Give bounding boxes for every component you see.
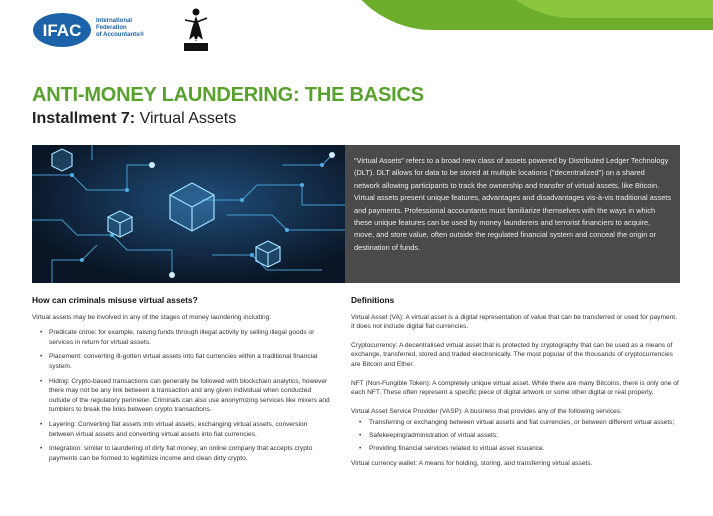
blockchain-network-image	[32, 145, 345, 283]
misuse-heading: How can criminals misuse virtual assets?	[32, 295, 198, 305]
misuse-intro: Virtual assets may be involved in any of the stages of money laundering including:	[32, 313, 272, 321]
list-item: • Providing financial services related to virtual asset issuance.	[359, 444, 681, 454]
definition-vasp: Virtual Asset Service Provider (VASP): A business that provides any of the following services:	[351, 407, 622, 415]
definition-virtual-asset: Virtual Asset (VA): A virtual asset is a digital representation of value that can be transferred or used for payment. It does not include digital fiat currencies.	[351, 313, 677, 331]
list-item: • Integration: similar to laundering of dirty fiat money, an online company that accepts crypto payments can be formed to legitimize income and clean dirty crypto.	[40, 444, 332, 463]
definitions-heading: Definitions	[351, 295, 395, 305]
icaew-crest-icon	[181, 6, 211, 52]
definition-nft: NFT (Non-Fungible Token): A completely unique virtual asset. While there are many Bitcoins, there is only one of each NFT. These often represent a specific piece of digital artwork or some other digital or real property.	[351, 379, 679, 397]
installment-label: Installment 7:	[32, 110, 136, 127]
header-green-swoosh	[353, 0, 713, 30]
definition-wallet: Virtual currency wallet: A means for holding, storing, and transferring virtual assets.	[351, 460, 593, 468]
list-item: • Layering: Converting fiat assets into virtual assets, exchanging virtual assets, conversion between virtual assets and converting virtual assets into fiat currencies.	[40, 420, 332, 439]
misuse-list	[32, 328, 332, 463]
ifac-org-name: International Federation of Accountants®	[96, 18, 144, 38]
ifac-logo	[32, 11, 102, 49]
vasp-services-list	[351, 418, 681, 453]
blockchain-network-icon	[32, 145, 345, 283]
list-item: • Safekeeping/administration of virtual assets;	[359, 431, 681, 441]
list-item: • Placement: converting ill-gotten virtual assets into fiat currencies within a traditional financial system.	[40, 352, 332, 371]
svg-text:IFAC: IFAC	[42, 21, 82, 40]
list-item: • Predicate crime: for example, raising funds through illegal activity by selling illegal goods or services in return for virtual assets.	[40, 328, 332, 347]
list-item: • Transferring or exchanging between virtual assets and fiat currencies, or between different virtual assets;	[359, 418, 681, 428]
topic-label: Virtual Assets	[139, 110, 237, 127]
icaew-label: ICAEW	[185, 39, 204, 45]
definition-cryptocurrency: Cryptocurrency: A decentralised virtual asset that is protected by cryptography that can be used as a means of exchange, transferred, stored and traded electronically. The most popular of the thousands of cryptocurrencies are Bitcoin and Ether.	[351, 341, 673, 368]
left-column	[32, 296, 332, 468]
intro-banner-text: "Virtual Assets" refers to a broad new class of assets powered by Distributed Ledger Technology (DLT). DLT allows for data to be stored at multiple locations ("decentralized") on a shared network allowing participants to track the ownership and transfer of virtual assets, like Bitcoin. Virtual assets present unique features, advantages and disadvantages vis-à-vis traditional assets and payments. Professional accountants must familiarize themselves with the ways in which these unique features can be used by money launderers and terrorist financiers to acquire, move, and store value, often outside the regulated financial system and conceal the origin or destination of funds.	[345, 145, 680, 283]
page-subtitle	[32, 110, 236, 128]
page-title: ANTI-MONEY LAUNDERING: THE BASICS	[32, 84, 424, 106]
right-column	[351, 296, 681, 469]
list-item: • Hiding: Crypto-based transactions can generally be followed with blockchain analytics, however there may not be any link between a transaction and any given individual when conducted outside of the regulatory perimeter. Criminals can also use anonymizing services like mixers and tumblers to break the links between crypto transactions.	[40, 377, 332, 415]
